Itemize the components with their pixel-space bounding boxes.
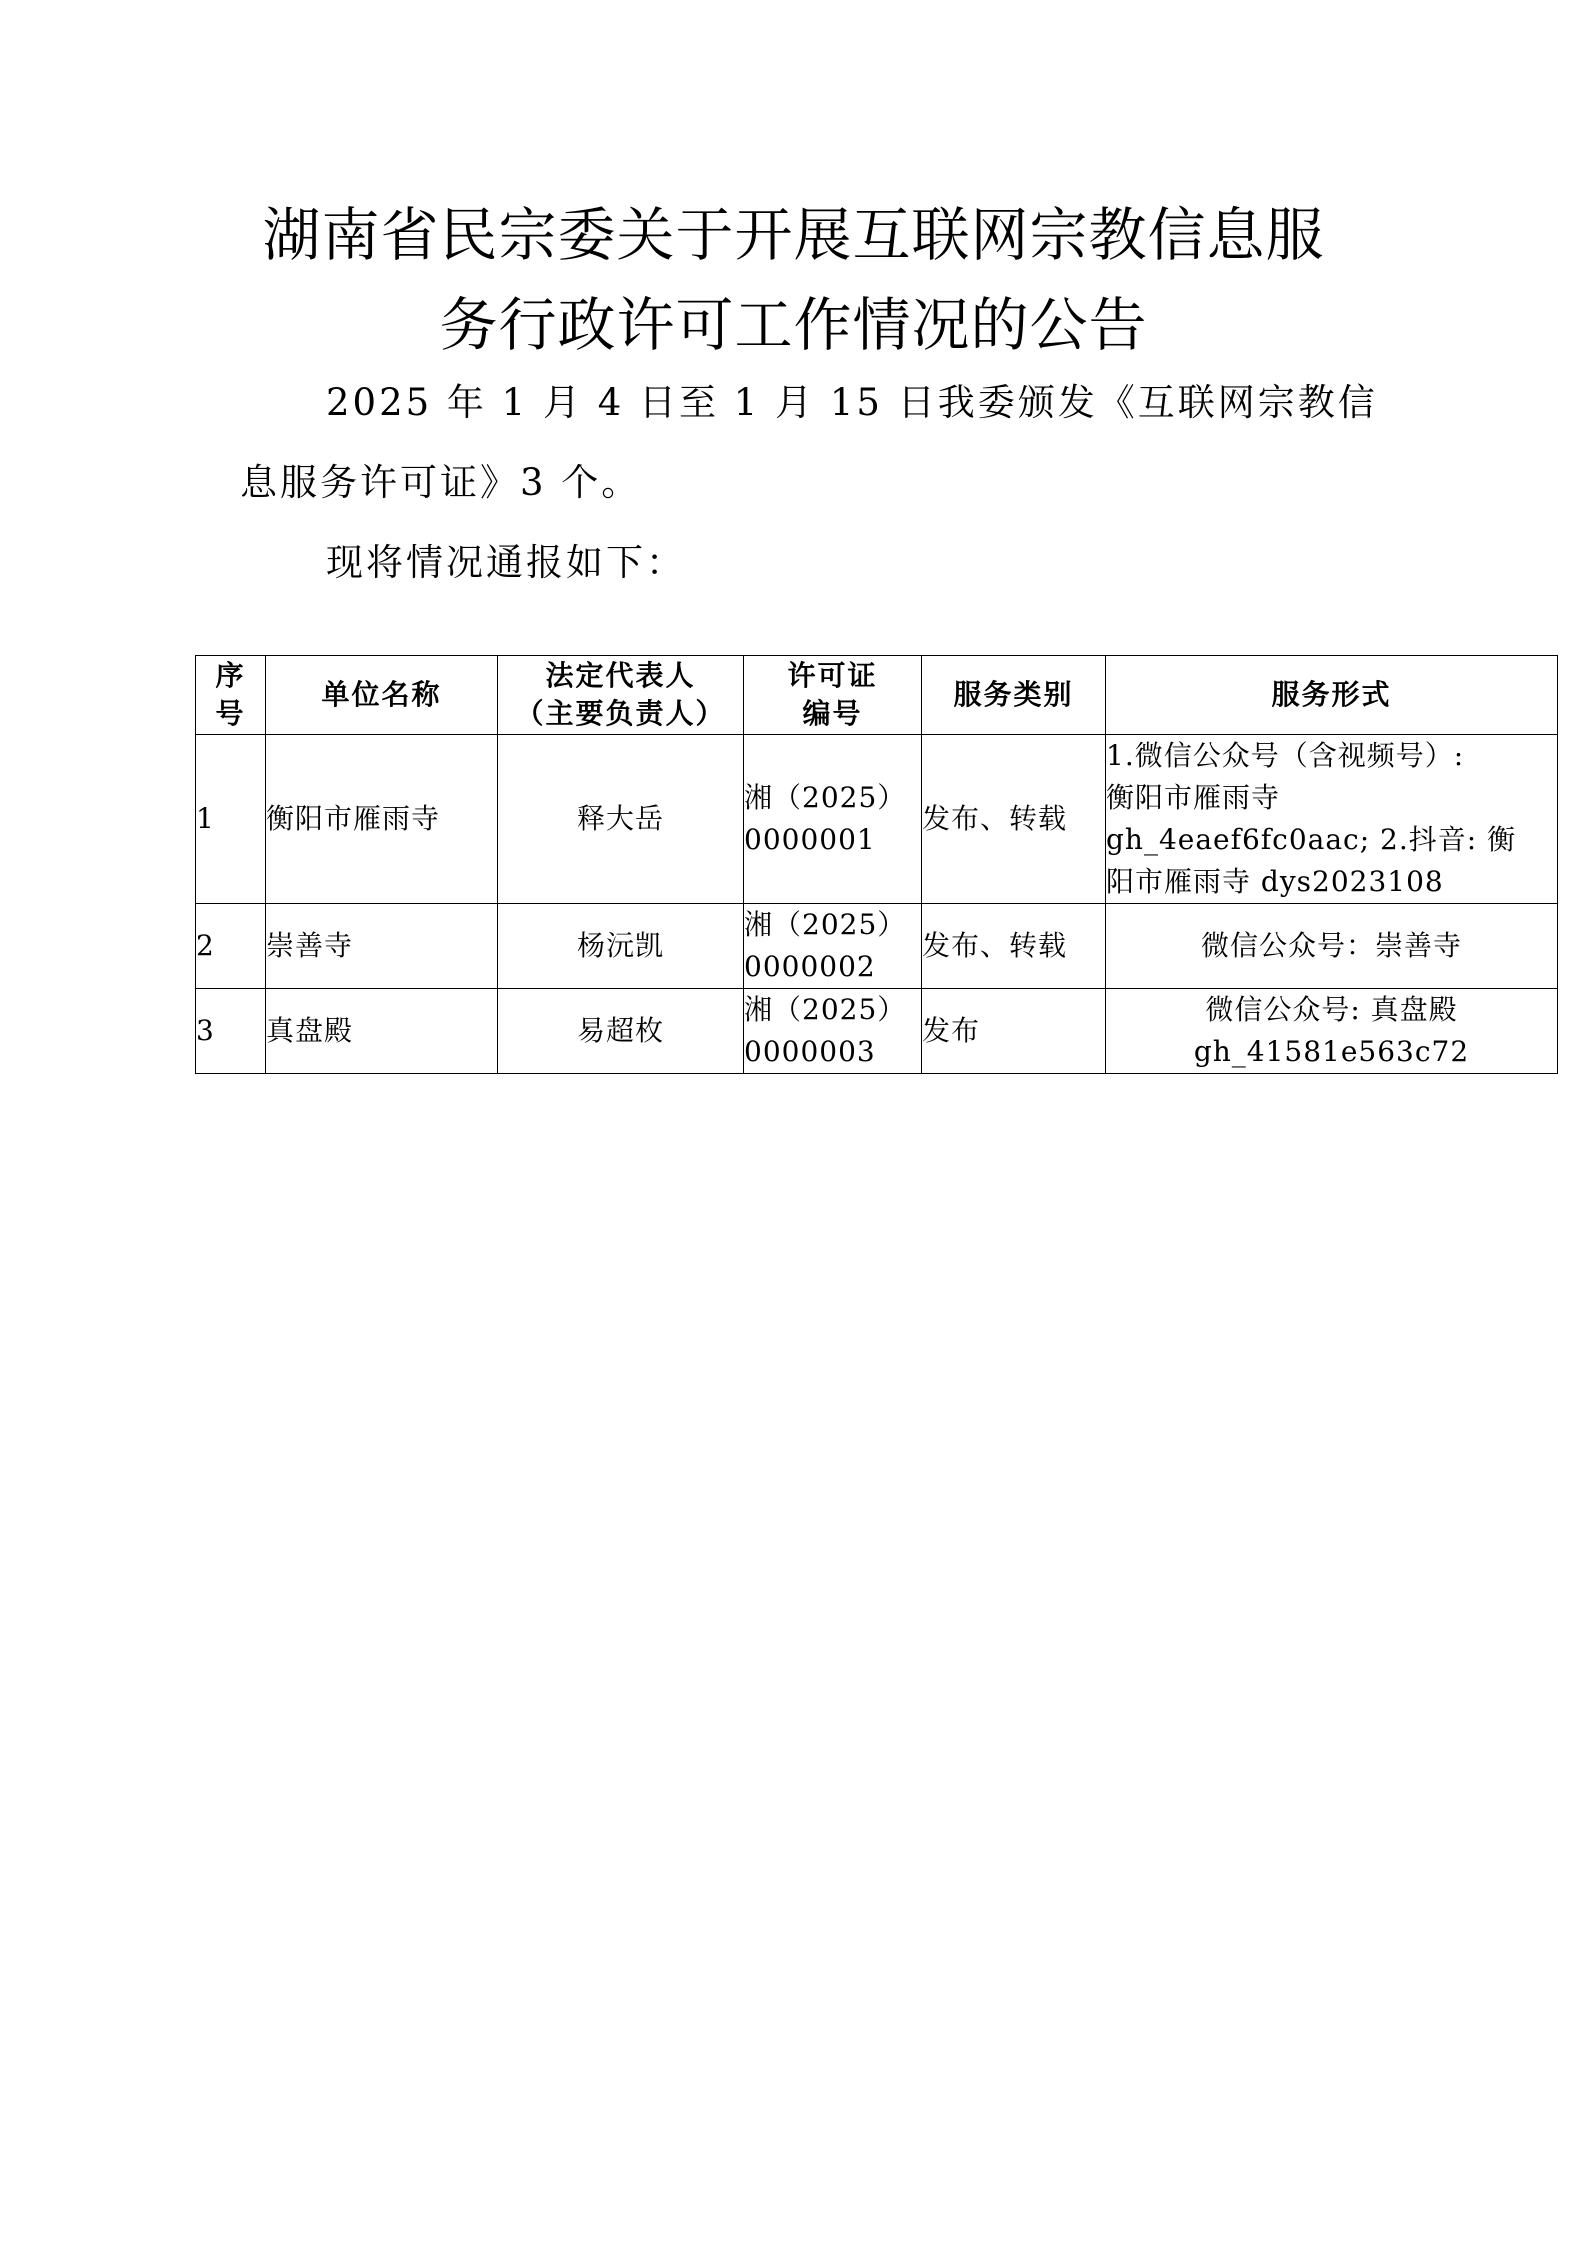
row-service-form: 微信公众号: 真盘殿 gh_41581e563c72 (1106, 989, 1558, 1074)
row-representative: 易超枚 (498, 989, 744, 1074)
title-line-2: 务行政许可工作情况的公告 (439, 291, 1148, 359)
intro-paragraph (240, 363, 1400, 523)
row-no: 1 (196, 735, 266, 904)
row-unit: 真盘殿 (266, 989, 498, 1074)
row-service-type: 发布 (922, 989, 1106, 1074)
row-license-number: 湘（2025） 0000002 (744, 904, 922, 989)
title-line-1: 湖南省民宗委关于开展互联网宗教信息服 (262, 201, 1325, 269)
row-representative: 释大岳 (498, 735, 744, 904)
intro-line-2: 息服务许可证》3 个。 (240, 461, 642, 504)
header-license-number: 许可证 编号 (744, 656, 922, 735)
header-representative: 法定代表人 （主要负责人） (498, 656, 744, 735)
intro-line-1: 2025 年 1 月 4 日至 1 月 15 日我委颁发《互联网宗教信 (326, 381, 1378, 424)
row-no: 2 (196, 904, 266, 989)
row-license-number: 湘（2025） 0000001 (744, 735, 922, 904)
row-unit: 崇善寺 (266, 904, 498, 989)
row-unit: 衡阳市雁雨寺 (266, 735, 498, 904)
header-service-type: 服务类别 (922, 656, 1106, 735)
table-header-row (196, 656, 1558, 735)
row-service-form: 1.微信公众号（含视频号）: 衡阳市雁雨寺 gh_4eaef6fc0aac; 2.抖音: 衡 阳市雁雨寺 dys2023108 (1106, 735, 1558, 904)
header-service-form: 服务形式 (1106, 656, 1558, 735)
document-title (0, 190, 1587, 370)
table-row (196, 735, 1558, 904)
row-service-form: 微信公众号：崇善寺 (1106, 904, 1558, 989)
report-line: 现将情况通报如下： (326, 541, 686, 584)
row-no: 3 (196, 989, 266, 1074)
row-representative: 杨沅凯 (498, 904, 744, 989)
row-service-type: 发布、转载 (922, 904, 1106, 989)
table-row (196, 904, 1558, 989)
header-unit: 单位名称 (266, 656, 498, 735)
license-table (195, 655, 1558, 1074)
row-license-number: 湘（2025） 0000003 (744, 989, 922, 1074)
row-service-type: 发布、转载 (922, 735, 1106, 904)
header-no: 序 号 (196, 656, 266, 735)
table-row (196, 989, 1558, 1074)
